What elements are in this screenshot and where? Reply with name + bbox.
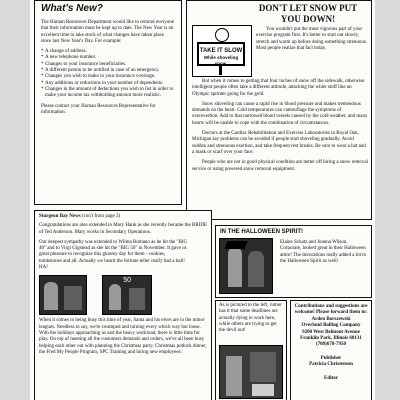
- contrib-name: Arden Borszewski: [311, 316, 351, 322]
- deadline-photo: [219, 345, 283, 399]
- snow-p2: But when it comes to getting that four inches of snow off the sidewalk, otherwise intelligent people often take a different attitude, attacking the white stuff like an Olympic sprinter going for the gold.: [192, 79, 365, 97]
- sign-line2: While shoveling snow.: [203, 55, 239, 66]
- change-item: * Any additions or reductions in your number of dependents.: [41, 81, 175, 87]
- snowman-icon: [215, 28, 229, 42]
- whats-new-box: [34, 0, 182, 205]
- snow-p3: Snow shoveling can cause a rapid rise in blood pressure and makes tremendous demands on the heart. Cold temperatures can camouflage the symptoms of overexertion. Add to that narrowed blood vessels caused by the cold weather, and many hearts will be unable to cope with the combination of circumstances.: [192, 101, 368, 126]
- halloween-box: [215, 225, 372, 298]
- snow-p1: You wouldn't put the most vigorous part of your exercise program first. It's better to start out slowly, stretch and warm up before doing something strenuous. Most people realize that fact today.: [256, 27, 368, 51]
- halloween-bottom-box: [215, 300, 287, 400]
- halloween-title: IN THE HALLOWEEN SPIRIT!: [220, 229, 303, 235]
- birthday-photo-2: 50: [102, 275, 152, 315]
- contributions-box: [290, 300, 372, 400]
- snow-title-line1: DON'T LET SNOW PUT: [258, 3, 358, 13]
- birthday-photo-1: [39, 275, 87, 315]
- sturgeon-p2: Our deepest sympathy was extended to Wilma Romano as he hit the "BIG 40" and to Virgi Gigstead as she hit the "BIG 50" in November. It gave us great pleasure to recognize this gloomy day for them - cookies, tombstones and all. Actually we heard the fortune teller really had a ball! HA!: [39, 239, 188, 271]
- change-item: * A change of address.: [41, 49, 175, 55]
- whats-new-outro: Please contact your Human Resources Representative for information.: [41, 103, 156, 115]
- whats-new-intro: The Human Resources Department would like to remind everyone that their information must be kept up to date. The New Year is an excellent time to take stock of what changes have taken place since last New Year's Day. For example:: [41, 20, 175, 44]
- change-item: * Changes to your insurance beneficiaries.: [41, 62, 175, 68]
- snow-title: [247, 3, 369, 25]
- snow-article-box: [186, 0, 372, 220]
- change-item: * A new telephone number.: [41, 55, 175, 61]
- contrib-line2: welcome! Please forward them to:: [294, 310, 368, 316]
- snow-title-line2: YOU DOWN!: [280, 14, 336, 24]
- whats-new-title: What's New?: [41, 3, 103, 14]
- sturgeon-cont: (con't from page 2): [81, 214, 121, 219]
- sturgeon-p1: Congratulations are also extended to Mary Hank as she recently became the BRIDE of Ted Anderson. Mary works in Secondary Operations.: [39, 223, 208, 235]
- contrib-phone: (708)678-7950: [316, 342, 346, 348]
- contrib-city: Franklin Park, Illinois 60131: [300, 336, 362, 342]
- take-it-slow-sign: [192, 25, 252, 77]
- change-list: [41, 49, 175, 99]
- publisher-label: Publisher: [320, 355, 342, 361]
- editor-label: Editor: [324, 375, 338, 381]
- halloween-photo: [219, 238, 273, 294]
- publisher-name: Patricia Christensen: [309, 362, 353, 368]
- change-item: * A different person to be notified in case of an emergency.: [41, 68, 175, 74]
- snow-p5: People who are not in good physical condition are better off hiring a snow removal service or using powered snow removal equipment.: [192, 160, 368, 172]
- halloween-bottom-text: As is pictured to the left, rumor has it that some deadlines are actually dying in work here, while others are trying to get the devil out!: [219, 303, 282, 334]
- snow-p4: Doctors at the Cardiac Rehabilitation and Exercise Laboratories in Royal Oak, Michigan say problems can be avoided if people start shoveling gradually. Avoid sudden and strenuous exertion, and take frequent rest breaks. Be sure to wear a hat and a mask or scarf over your face.: [192, 131, 366, 155]
- change-item: * Changes in the amount of deductions you wish to list in order to make your income tax withholding amount more realistic.: [41, 87, 175, 100]
- contrib-company: Overland Bolling Company: [301, 323, 361, 329]
- contrib-street: 9200 West Belmont Avenue: [302, 329, 360, 335]
- sturgeon-bay-box: [34, 210, 212, 400]
- sign-line1: TAKE IT SLOW: [199, 48, 243, 54]
- sign-board: [197, 42, 245, 66]
- change-item: * Changes you wish to make in your insurance coverage.: [41, 74, 175, 80]
- contrib-line1: Contributions and suggestions are: [294, 304, 368, 309]
- halloween-caption: Elaine Schatz and Joanna Wilson, Corporate, looked great in their Halloween attire! The decorations really added a lot to the Halloween Spirit as well!: [280, 240, 367, 264]
- sturgeon-title: Sturgeon Bay News: [39, 214, 81, 219]
- newsletter-page: [30, 0, 375, 400]
- sturgeon-p3: When it comes to being busy this time of year, Santa and his elves are in the minor leagues. Needless to say, we're swamped and turning every which way but loose. With the holidays approaching us and the heavy workload, there is little time for play. On top of meeting all the customers demands and orders, we've all been busy helping each other out with planning the Christmas party, Christmas potluck dinner, the Fred My People Program, SPC Training and hiring new employees.: [39, 318, 207, 355]
- sign-post: [219, 66, 222, 75]
